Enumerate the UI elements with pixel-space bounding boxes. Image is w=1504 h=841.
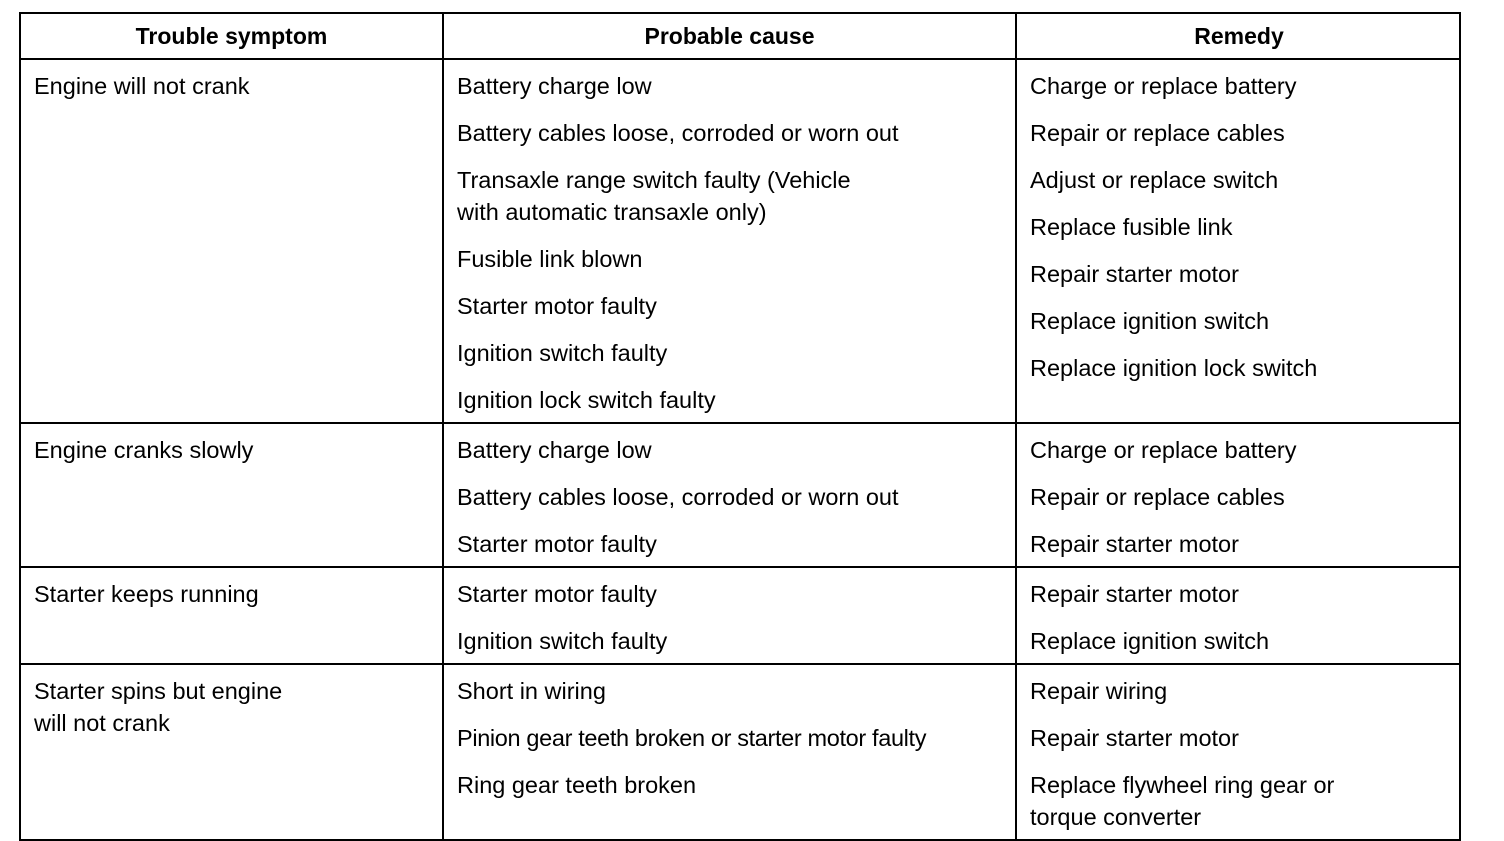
cause-entry (457, 164, 1003, 228)
cause-entry (457, 578, 1003, 610)
remedy-text: Repair starter motor (1030, 725, 1239, 751)
symptom-cell (21, 60, 442, 422)
remedy-text: Repair wiring (1030, 678, 1168, 704)
cause-text: Battery cables loose, corroded or worn out (457, 484, 899, 510)
symptom-text: will not crank (34, 710, 170, 736)
cause-entry (457, 625, 1003, 657)
cause-entry (457, 290, 1003, 322)
cause-text: Battery charge low (457, 73, 652, 99)
cause-entry (457, 481, 1003, 513)
cause-entry (457, 528, 1003, 560)
remedy-entry (1030, 352, 1449, 384)
remedy-text: Charge or replace battery (1030, 73, 1297, 99)
remedy-entry (1030, 528, 1449, 560)
remedy-entry (1030, 481, 1449, 513)
remedy-entry (1030, 117, 1449, 149)
remedy-text: Repair starter motor (1030, 261, 1239, 287)
remedy-entry (1030, 434, 1449, 466)
cause-entry (457, 722, 1003, 754)
cause-entry (457, 769, 1003, 801)
cause-text: Transaxle range switch faulty (Vehicle (457, 167, 851, 193)
remedy-entry (1030, 722, 1449, 754)
remedy-entry (1030, 164, 1449, 196)
remedy-text: Replace flywheel ring gear or (1030, 772, 1335, 798)
symptom-cell (21, 566, 442, 663)
cause-cell (442, 566, 1015, 663)
cause-text: Ignition switch faulty (457, 340, 668, 366)
header-remedy: Remedy (1015, 14, 1461, 60)
cause-text: Starter motor faulty (457, 293, 657, 319)
remedy-entry (1030, 769, 1449, 833)
cause-text: Ring gear teeth broken (457, 772, 697, 798)
cause-text: Battery cables loose, corroded or worn out (457, 120, 899, 146)
cause-entry (457, 70, 1003, 102)
remedy-text: Replace fusible link (1030, 214, 1233, 240)
cause-entry (457, 243, 1003, 275)
symptom-cell (21, 663, 442, 839)
remedy-entry (1030, 211, 1449, 243)
remedy-text: Repair or replace cables (1030, 120, 1285, 146)
cause-entry (457, 384, 1003, 416)
cause-text: with automatic transaxle only) (457, 199, 767, 225)
cause-text: Fusible link blown (457, 246, 643, 272)
cause-entry (457, 434, 1003, 466)
remedy-text: Charge or replace battery (1030, 437, 1297, 463)
remedy-cell (1015, 422, 1461, 566)
cause-text: Starter motor faulty (457, 581, 657, 607)
symptom-text: Starter spins but engine (34, 678, 283, 704)
symptom-text: Engine will not crank (34, 73, 250, 99)
remedy-text: Replace ignition switch (1030, 308, 1270, 334)
remedy-text: Adjust or replace switch (1030, 167, 1279, 193)
remedy-text: torque converter (1030, 804, 1202, 830)
cause-text: Starter motor faulty (457, 531, 657, 557)
cause-entry (457, 675, 1003, 707)
remedy-entry (1030, 70, 1449, 102)
remedy-cell (1015, 566, 1461, 663)
cause-cell (442, 663, 1015, 839)
remedy-entry (1030, 305, 1449, 337)
cause-cell (442, 422, 1015, 566)
remedy-entry (1030, 258, 1449, 290)
remedy-entry (1030, 578, 1449, 610)
symptom-text: Engine cranks slowly (34, 437, 254, 463)
remedy-cell (1015, 663, 1461, 839)
cause-cell (442, 60, 1015, 422)
remedy-text: Repair starter motor (1030, 581, 1239, 607)
remedy-text: Replace ignition switch (1030, 628, 1270, 654)
cause-text: Pinion gear teeth broken or starter motor faulty (457, 725, 927, 751)
cause-text: Battery charge low (457, 437, 652, 463)
remedy-cell (1015, 60, 1461, 422)
symptom-cell (21, 422, 442, 566)
remedy-entry (1030, 675, 1449, 707)
header-trouble-symptom: Trouble symptom (21, 14, 442, 60)
cause-text: Short in wiring (457, 678, 606, 704)
cause-entry (457, 337, 1003, 369)
header-probable-cause: Probable cause (442, 14, 1015, 60)
cause-text: Ignition switch faulty (457, 628, 668, 654)
remedy-text: Replace ignition lock switch (1030, 355, 1318, 381)
cause-text: Ignition lock switch faulty (457, 387, 716, 413)
remedy-text: Repair or replace cables (1030, 484, 1285, 510)
troubleshooting-table (19, 12, 1461, 841)
symptom-text: Starter keeps running (34, 581, 259, 607)
remedy-text: Repair starter motor (1030, 531, 1239, 557)
cause-entry (457, 117, 1003, 149)
remedy-entry (1030, 625, 1449, 657)
